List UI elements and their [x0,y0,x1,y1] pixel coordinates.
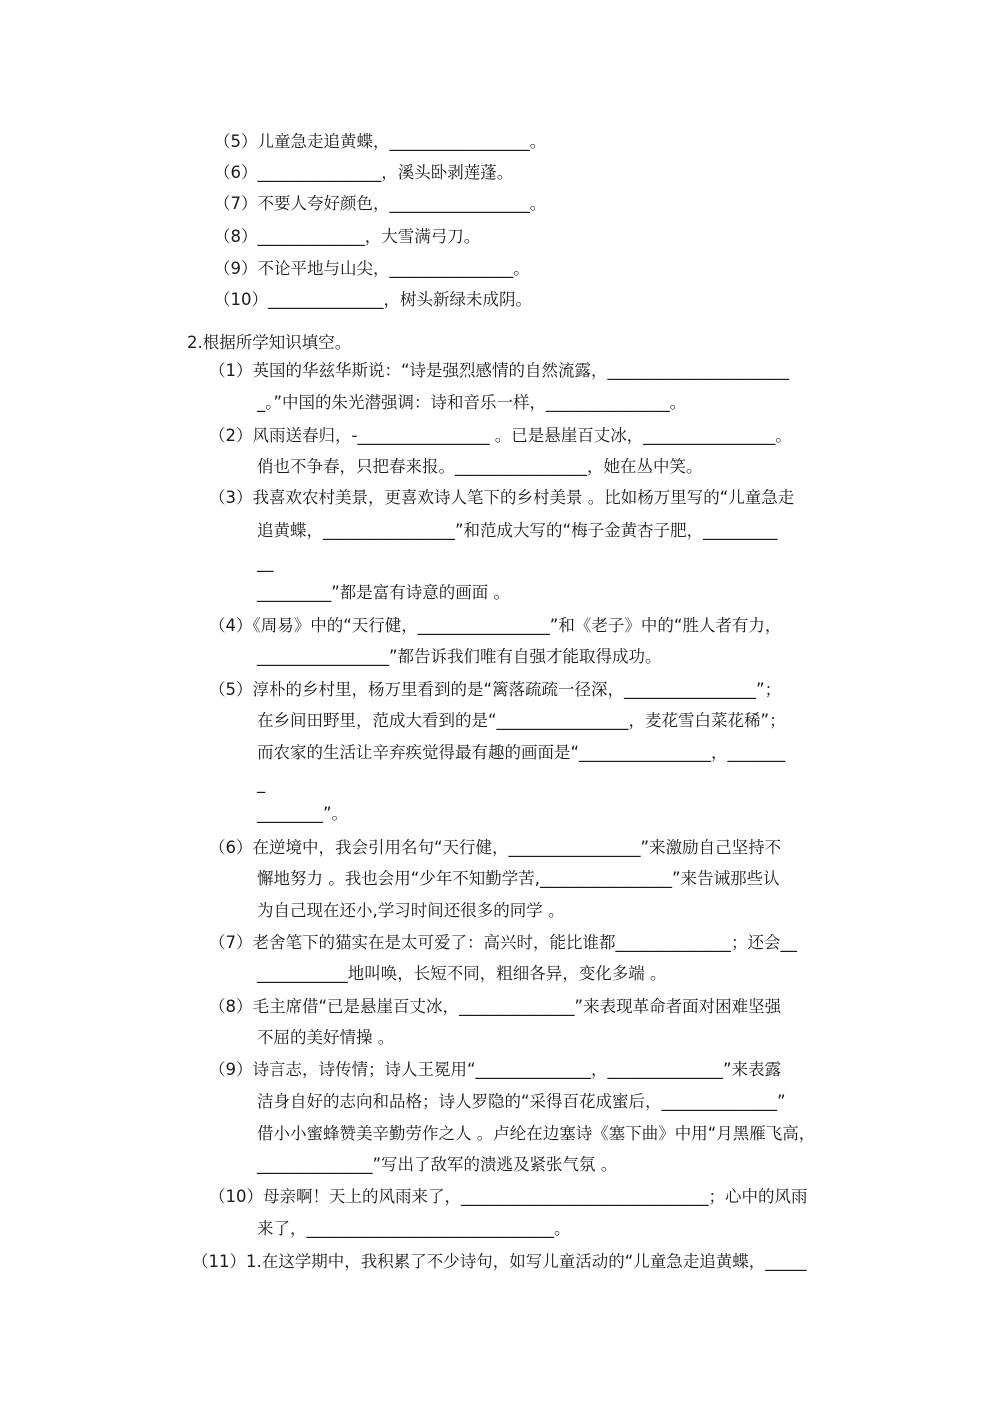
question-line: 在乡间田野里，范成大看到的是“________________，麦花雪白菜花稀”； [257,711,786,730]
question-line: 俏也不争春，只把春来报。________________，她在丛中笑。 [257,457,703,476]
question-line: （4）《周易》中的“天行健，________________”和《老子》中的“胜人者有力， [209,616,782,635]
question-line: 懈地努力 。我也会用“少年不知勤学苦,________________”来告诫那些认 [257,869,780,888]
fill-blank-item: （6）_______________，溪头卧剥莲蓬。 [214,163,514,182]
fill-blank-item: （7）不要人夸好颜色，_________________。 [214,194,547,213]
fill-blank-item: （10）______________，树头新绿未成阴。 [214,290,532,309]
question-line: 不屈的美好情操 。 [257,1028,395,1047]
question-line: ________”。 [257,804,349,823]
question-line: _。”中国的朱光潜强调：诗和音乐一样，_______________。 [257,393,687,412]
question-line: ___________地叫唤，长短不同，粗细各异，变化多端 。 [257,964,667,983]
question-line: （1）英国的华兹华斯说：“诗是强烈感情的自然流露，______________________ [209,361,790,380]
question-line: 来了，______________________________。 [257,1219,571,1238]
question-line: （11）1.在这学期中，我积累了不少诗句，如写儿童活动的“儿童急走追黄蝶，_____ [192,1252,807,1271]
section-heading: 2.根据所学知识填空。 [187,333,352,352]
fill-blank-item: （5）儿童急走追黄蝶，_________________。 [214,132,547,151]
question-line: （7）老舍笔下的猫实在是太可爱了：高兴时，能比谁都______________；还会__ [209,933,797,952]
fill-blank-item: （8）_____________，大雪满弓刀。 [214,227,481,246]
question-line: 而农家的生活让辛弃疾觉得最有趣的画面是“________________，_______ [257,743,786,762]
question-line: 追黄蝶，________________”和范成大写的“梅子金黄杏子肥，_________ [257,521,778,540]
question-line: ________________”都告诉我们唯有自强才能取得成功。 [257,647,662,666]
question-line: __ [257,553,274,572]
question-line: 借小小蜜蜂赞美辛勤劳作之人 。卢纶在边塞诗《塞下曲》中用“月黑雁飞高， [257,1124,816,1143]
question-line: （3）我喜欢农村美景，更喜欢诗人笔下的乡村美景 。比如杨万里写的“儿童急走 [209,488,795,507]
fill-blank-item: （9）不论平地与山尖，_______________。 [214,259,530,278]
question-line: （8）毛主席借“已是悬崖百丈冰，______________”来表现革命者面对困难坚强 [209,997,782,1016]
question-line: ______________”写出了敌军的溃逃及紧张气氛 。 [257,1155,618,1174]
question-line: 洁身自好的志向和品格；诗人罗隐的“采得百花成蜜后，______________” [257,1092,786,1111]
question-line: （10）母亲啊！天上的风雨来了，______________________________；心中的风雨 [209,1187,808,1206]
question-line: （5）淳朴的乡村里，杨万里看到的是“篱落疏疏一径深，________________”； [209,680,782,699]
question-line: _ [257,774,266,793]
question-line: _________”都是富有诗意的画面 。 [257,583,511,602]
question-line: （9）诗言志，诗传情；诗人王冕用“______________，______________”来表露 [209,1060,782,1079]
question-line: （6）在逆境中，我会引用名句“天行健，________________”来激励自己坚持不 [209,838,782,857]
question-line: 为自己现在还小,学习时间还很多的同学 。 [257,901,565,920]
question-line: （2）风雨送春归，-________________ 。已是悬崖百丈冰，________________。 [209,426,792,445]
